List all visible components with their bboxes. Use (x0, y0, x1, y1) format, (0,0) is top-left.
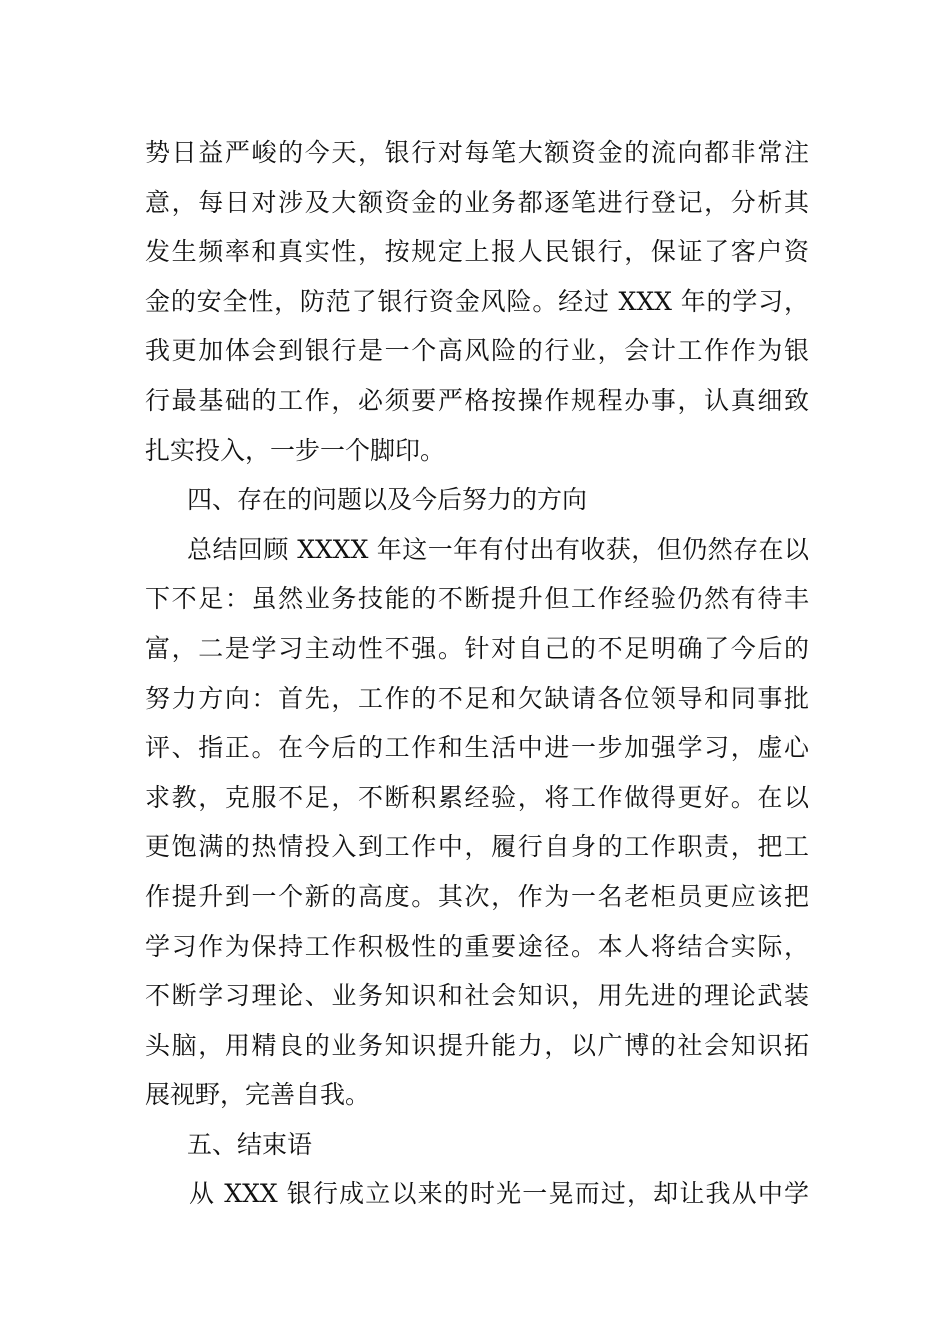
paragraph-line: 作提升到一个新的高度。其次，作为一名老柜员更应该把 (145, 881, 809, 911)
document-body (145, 128, 809, 1219)
paragraph-line: 总结回顾 XXXX 年这一年有付出有收获，但仍然存在以 (187, 534, 809, 564)
paragraph-line: 意，每日对涉及大额资金的业务都逐笔进行登记，分析其 (145, 187, 809, 217)
paragraph-line: 扎实投入，一步一个脚印。 (145, 435, 446, 465)
paragraph-line: 更饱满的热情投入到工作中，履行自身的工作职责，把工 (145, 832, 809, 862)
paragraph-line: 头脑，用精良的业务知识提升能力，以广博的社会知识拓 (145, 1030, 809, 1060)
paragraph-line: 势日益严峻的今天，银行对每笔大额资金的流向都非常注 (145, 138, 809, 167)
paragraph-line: 富，二是学习主动性不强。针对自己的不足明确了今后的 (145, 633, 809, 663)
section-heading-5: 五、结束语 (187, 1129, 313, 1159)
paragraph-line: 行最基础的工作，必须要严格按操作规程办事，认真细致 (145, 385, 809, 415)
paragraph-line: 不断学习理论、业务知识和社会知识，用先进的理论武装 (145, 981, 809, 1011)
paragraph-line: 发生频率和真实性，按规定上报人民银行，保证了客户资 (145, 237, 809, 267)
paragraph-line: 学习作为保持工作积极性的重要途径。本人将结合实际， (145, 931, 809, 961)
paragraph-line: 从 XXX 银行成立以来的时光一晃而过，却让我从中学 (189, 1179, 809, 1209)
paragraph-line: 求教，克服不足，不断积累经验，将工作做得更好。在以 (145, 782, 809, 812)
paragraph-line: 金的安全性，防范了银行资金风险。经过 XXX 年的学习， (145, 286, 809, 316)
paragraph-line: 努力方向：首先，工作的不足和欠缺请各位领导和同事批 (145, 683, 809, 713)
paragraph-line: 展视野，完善自我。 (145, 1080, 371, 1110)
paragraph-line: 评、指正。在今后的工作和生活中进一步加强学习，虚心 (145, 733, 809, 763)
paragraph-line: 下不足：虽然业务技能的不断提升但工作经验仍然有待丰 (145, 584, 809, 614)
section-heading-4: 四、存在的问题以及今后努力的方向 (187, 485, 588, 515)
paragraph-line: 我更加体会到银行是一个高风险的行业，会计工作作为银 (145, 336, 809, 366)
